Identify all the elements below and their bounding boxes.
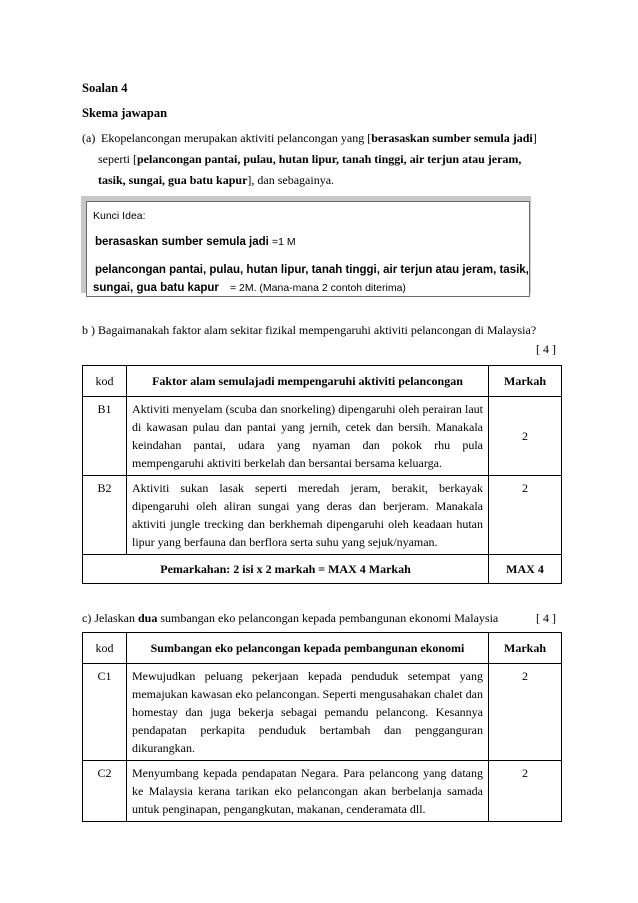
key-idea-line3 — [93, 282, 406, 294]
section-c-marks: [ 4 ] — [536, 611, 556, 625]
key-idea-line1 — [95, 236, 296, 248]
key-idea-line3-bold: sungai, gua batu kapur — [93, 282, 219, 294]
column-header-sumbangan: Sumbangan eko pelancongan kepada pembangunan ekonomi — [127, 633, 489, 664]
section-a-line3-bold: tasik, sungai, gua batu kapur — [98, 173, 248, 187]
table-footer-row — [83, 555, 562, 584]
column-header-kod: kod — [83, 633, 127, 664]
column-header-kod: kod — [83, 366, 127, 397]
key-idea-line2: pelancongan pantai, pulau, hutan lipur, tanah tinggi, air terjun atau jeram, tasik, — [95, 264, 529, 276]
row-text: Aktiviti sukan lasak seperti meredah jeram, berakit, berkayak dipengaruhi oleh aliran sungai yang deras dan berjeram. Manakala aktiviti jungle trecking dan berkhemah dipengaruhi oleh keadaan hutan lipur yang berfauna dan berflora serta suhu yang sejuk/nyaman. — [127, 476, 489, 555]
table-header-row — [83, 366, 562, 397]
scoring-summary: Pemarkahan: 2 isi x 2 markah = MAX 4 Markah — [83, 555, 489, 584]
row-kod: C2 — [83, 761, 127, 822]
key-idea-line3-note: = 2M. (Mana-mana 2 contoh diterima) — [229, 282, 406, 294]
section-c-question — [82, 611, 498, 626]
row-markah: 2 — [489, 476, 562, 555]
table-header-row — [83, 633, 562, 664]
row-markah: 2 — [489, 397, 562, 476]
section-a-line2-bold: pelancongan pantai, pulau, hutan lipur, tanah tinggi, air terjun atau jeram, — [136, 152, 522, 166]
column-header-markah: Markah — [489, 633, 562, 664]
section-a-line1-text: Ekopelancongan merupakan aktiviti pelancongan yang [ — [101, 131, 372, 145]
section-b-table — [82, 365, 562, 584]
key-idea-box — [86, 201, 530, 297]
row-text: Mewujudkan peluang pekerjaan kepada penduduk setempat yang memajukan kawasan eko pelancongan. Seperti mengusahakan chalet dan homestay dan juga bekerja sebagai pemandu pelancong. Kesannya pendapatan perkapita penduduk bertambah dan pengganguran dikurangkan. — [127, 664, 489, 761]
scoring-max: MAX 4 — [489, 555, 562, 584]
key-idea-line1-bold: berasaskan sumber semula jadi — [95, 236, 269, 248]
column-header-markah: Markah — [489, 366, 562, 397]
section-a-line1-bold: berasaskan sumber semula jadi — [371, 131, 533, 145]
section-c-table — [82, 632, 562, 822]
column-header-faktor: Faktor alam semulajadi mempengaruhi aktiviti pelancongan — [127, 366, 489, 397]
row-kod: B2 — [83, 476, 127, 555]
answer-scheme-title: Skema jawapan — [82, 106, 168, 120]
section-a-paragraph — [82, 128, 562, 191]
table-row — [83, 664, 562, 761]
section-a-line2-text: seperti [ — [98, 152, 137, 166]
section-b-marks: [ 4 ] — [536, 342, 556, 356]
section-a-label: (a) — [82, 131, 96, 145]
section-c-rest: sumbangan eko pelancongan kepada pembangunan ekonomi Malaysia — [160, 611, 499, 625]
table-row — [83, 476, 562, 555]
key-idea-title: Kunci Idea: — [93, 210, 146, 222]
table-row — [83, 761, 562, 822]
section-c-prefix: c) Jelaskan — [82, 611, 135, 625]
row-text: Menyumbang kepada pendapatan Negara. Para pelancong yang datang ke Malaysia kerana tarikan eko pelancongan akan berbelanja samada untuk penginapan, pengangkutan, makanan, cenderamata dll. — [127, 761, 489, 822]
row-text: Aktiviti menyelam (scuba dan snorkeling) dipengaruhi oleh perairan laut di kawasan pulau dan pantai yang jernih, cetek dan bersih. Manakala keindahan pantai, udara yang nyaman dan pokok rhu pula mempengaruhi aktiviti berkelah dan bersantai bersama keluarga. — [127, 397, 489, 476]
row-markah: 2 — [489, 761, 562, 822]
section-a-line1-end: ] — [532, 131, 537, 145]
question-title: Soalan 4 — [82, 81, 128, 95]
table-row — [83, 397, 562, 476]
section-b-question: b ) Bagaimanakah faktor alam sekitar fizikal mempengaruhi aktiviti pelancongan di Malaysia? — [82, 323, 537, 337]
row-markah: 2 — [489, 664, 562, 761]
row-kod: C1 — [83, 664, 127, 761]
section-c-bold: dua — [137, 611, 158, 625]
key-idea-line1-mark: =1 M — [271, 236, 296, 248]
row-kod: B1 — [83, 397, 127, 476]
section-a-line3-end: ], dan sebagainya. — [247, 173, 335, 187]
